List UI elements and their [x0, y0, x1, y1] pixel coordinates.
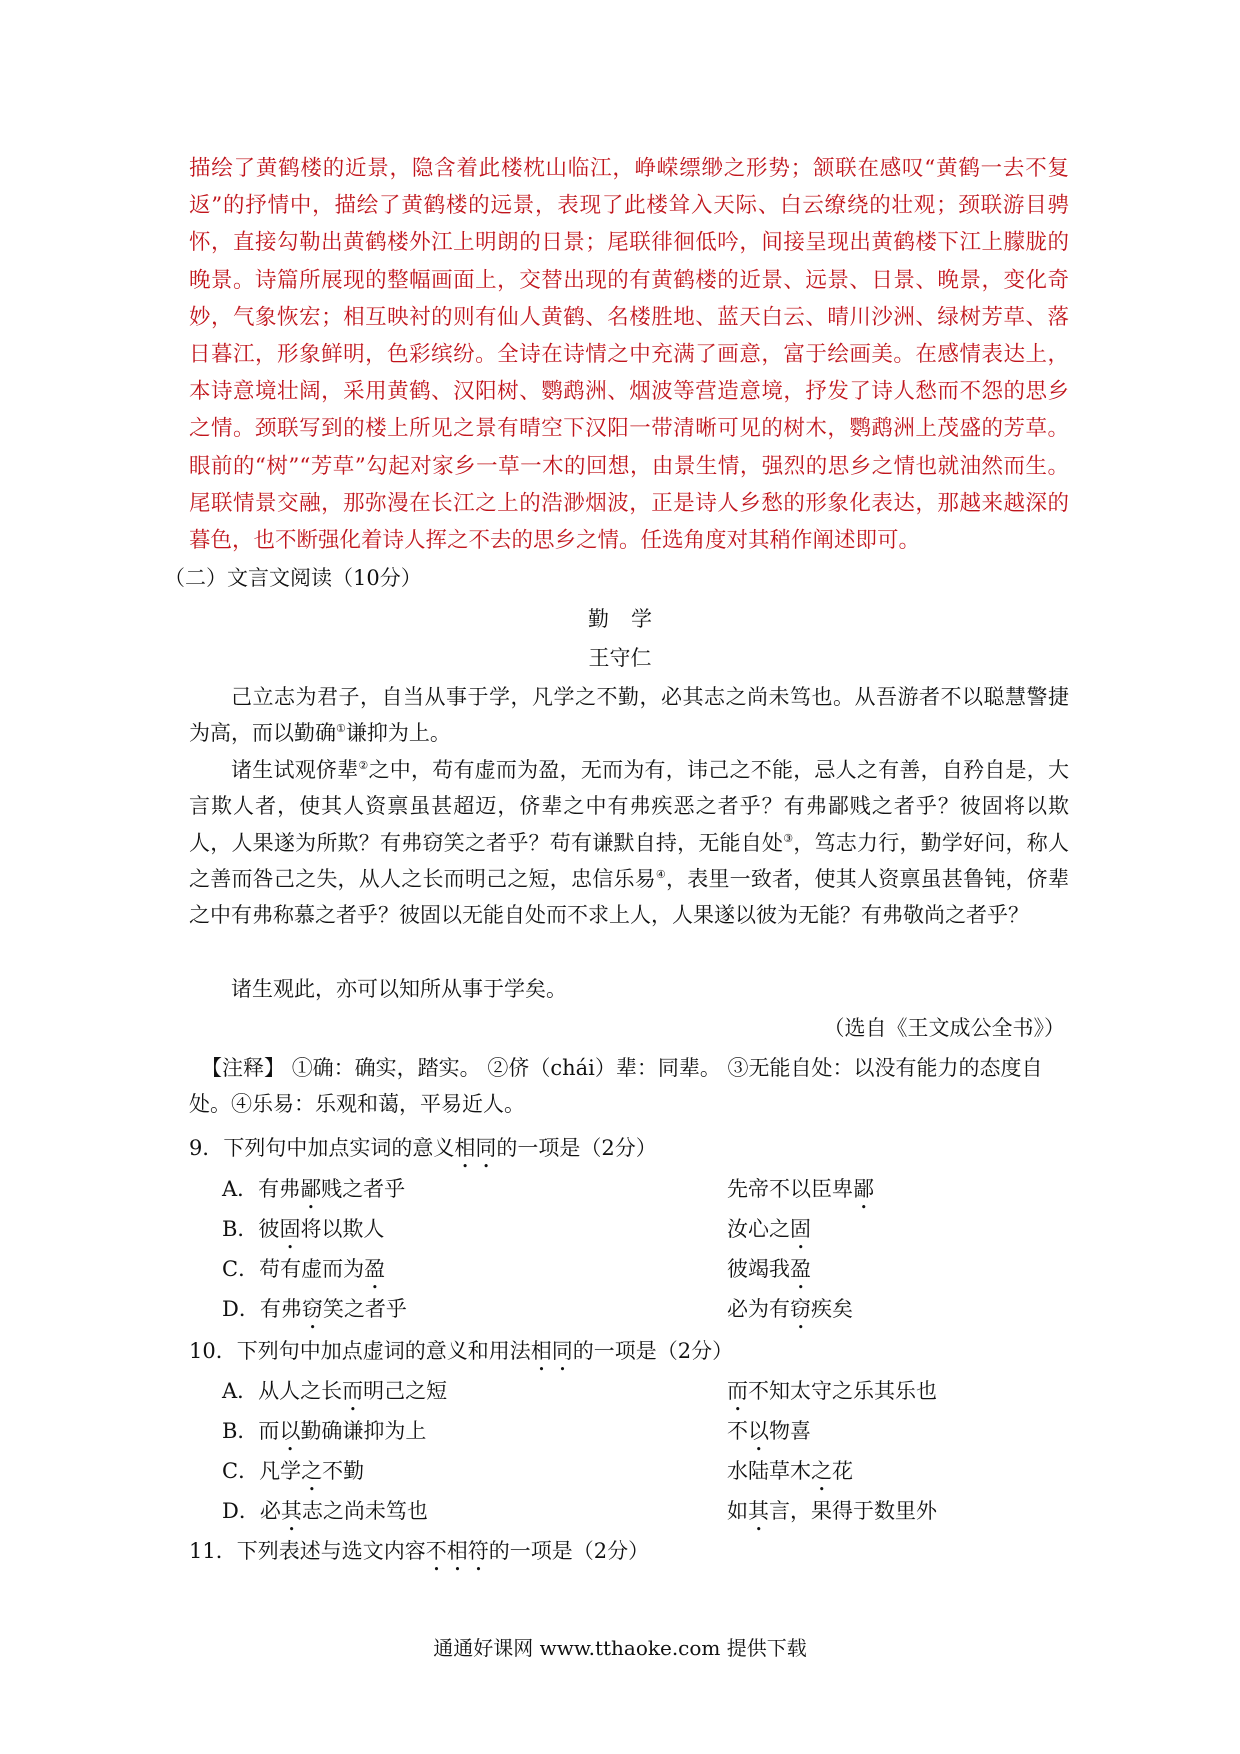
q9-option-c-right: 彼竭我盈 — [727, 1257, 811, 1281]
q9-option-d-right: 必为有窃疾矣 — [727, 1297, 853, 1321]
passage-paragraph-1: 己立志为君子，自当从事于学，凡学之不勤，必其志之尚未笃也。从吾游者不以聪慧警捷为高，而以勤确①谦抑为上。 — [189, 685, 1069, 746]
footer-source-credit: 通通好课网 www.tthaoke.com 提供下载 — [433, 1636, 807, 1660]
passage-title: 勤学 — [588, 607, 674, 631]
q9-option-a-right: 先帝不以臣卑鄙 — [727, 1177, 874, 1201]
q9-option-a-left: A．有弗鄙贱之者乎 — [222, 1177, 406, 1201]
section-heading: （二）文言文阅读（10分） — [164, 566, 422, 590]
q9-option-c-left: C．苟有虚而为盈 — [222, 1257, 386, 1281]
q9-option-d-left: D．有弗窃笑之者乎 — [222, 1297, 407, 1321]
question-11: 11．下列表述与选文内容不相符的一项是（2分） — [189, 1539, 650, 1563]
question-10: 10．下列句中加点虚词的意义和用法相同的一项是（2分） — [189, 1339, 734, 1363]
q10-option-d-right: 如其言，果得于数里外 — [727, 1499, 937, 1523]
q10-option-b-left: B．而以勤确谦抑为上 — [222, 1419, 427, 1443]
q10-option-a-left: A．从人之长而明己之短 — [222, 1379, 448, 1403]
q9-option-b-left: B．彼固将以欺人 — [222, 1217, 385, 1241]
q10-option-c-right: 水陆草木之花 — [727, 1459, 853, 1483]
q10-option-c-left: C．凡学之不勤 — [222, 1459, 365, 1483]
annotations-label: 【注释】 — [201, 1056, 285, 1080]
question-9: 9．下列句中加点实词的意义相同的一项是（2分） — [189, 1136, 657, 1160]
q9-option-b-right: 汝心之固 — [727, 1217, 811, 1241]
passage-paragraph-3: 诸生观此，亦可以知所从事于学矣。 — [231, 977, 567, 1001]
annotations — [189, 1050, 1069, 1123]
passage-author: 王守仁 — [588, 646, 652, 670]
passage-paragraph-2: 诸生试观侪辈②之中，苟有虚而为盈，无而为有，讳己之不能，忌人之有善，自矜自是，大言欺人者，使其人资禀虽甚超迈，侪辈之中有弗疾恶之者乎？有弗鄙贱之者乎？彼固将以欺人，人果遂为所欺？有弗窃笑之者乎？苟有谦默自持，无能自处③，笃志力行，勤学好问，称人之善而咎己之失，从人之长而明己之短，忠信乐易④，表里一致者，使其人资禀虽甚鲁钝，侪辈之中有弗称慕之者乎？彼固以无能自处而不求上人，人果遂以彼为无能？有弗敬尚之者乎？ — [189, 758, 1070, 928]
q10-option-a-right: 而不知太守之乐其乐也 — [727, 1379, 937, 1403]
annotations-text: ①确：确实，踏实。 ②侪（chái）辈：同辈。 ③无能自处：以没有能力的态度自处。④乐易：乐观和蔼，平易近人。 — [189, 1056, 1043, 1117]
answer-analysis-text: 描绘了黄鹤楼的近景，隐含着此楼枕山临江，峥嵘缥缈之形势；颔联在感叹“黄鹤一去不复返”的抒情中，描绘了黄鹤楼的远景，表现了此楼耸入天际、白云缭绕的壮观；颈联游目骋怀，直接勾勒出黄鹤楼外江上明朗的日景；尾联徘徊低吟，间接呈现出黄鹤楼下江上朦胧的晚景。诗篇所展现的整幅画面上，交替出现的有黄鹤楼的近景、远景、日景、晚景，变化奇妙，气象恢宏；相互映衬的则有仙人黄鹤、名楼胜地、蓝天白云、晴川沙洲、绿树芳草、落日暮江，形象鲜明，色彩缤纷。全诗在诗情之中充满了画意，富于绘画美。在感情表达上，本诗意境壮阔，采用黄鹤、汉阳树、鹦鹉洲、烟波等营造意境，抒发了诗人愁而不怨的思乡之情。颈联写到的楼上所见之景有晴空下汉阳一带清晰可见的树木，鹦鹉洲上茂盛的芳草。眼前的“树”“芳草”勾起对家乡一草一木的回想，由景生情，强烈的思乡之情也就油然而生。尾联情景交融，那弥漫在长江之上的浩渺烟波，正是诗人乡愁的形象化表达，那越来越深的暮色，也不断强化着诗人挥之不去的思乡之情。任选角度对其稍作阐述即可。 — [189, 156, 1069, 554]
q10-option-b-right: 不以物喜 — [727, 1419, 811, 1443]
passage-source: （选自《王文成公全书》） — [823, 1016, 1065, 1040]
q10-option-d-left: D．必其志之尚未笃也 — [222, 1499, 428, 1523]
